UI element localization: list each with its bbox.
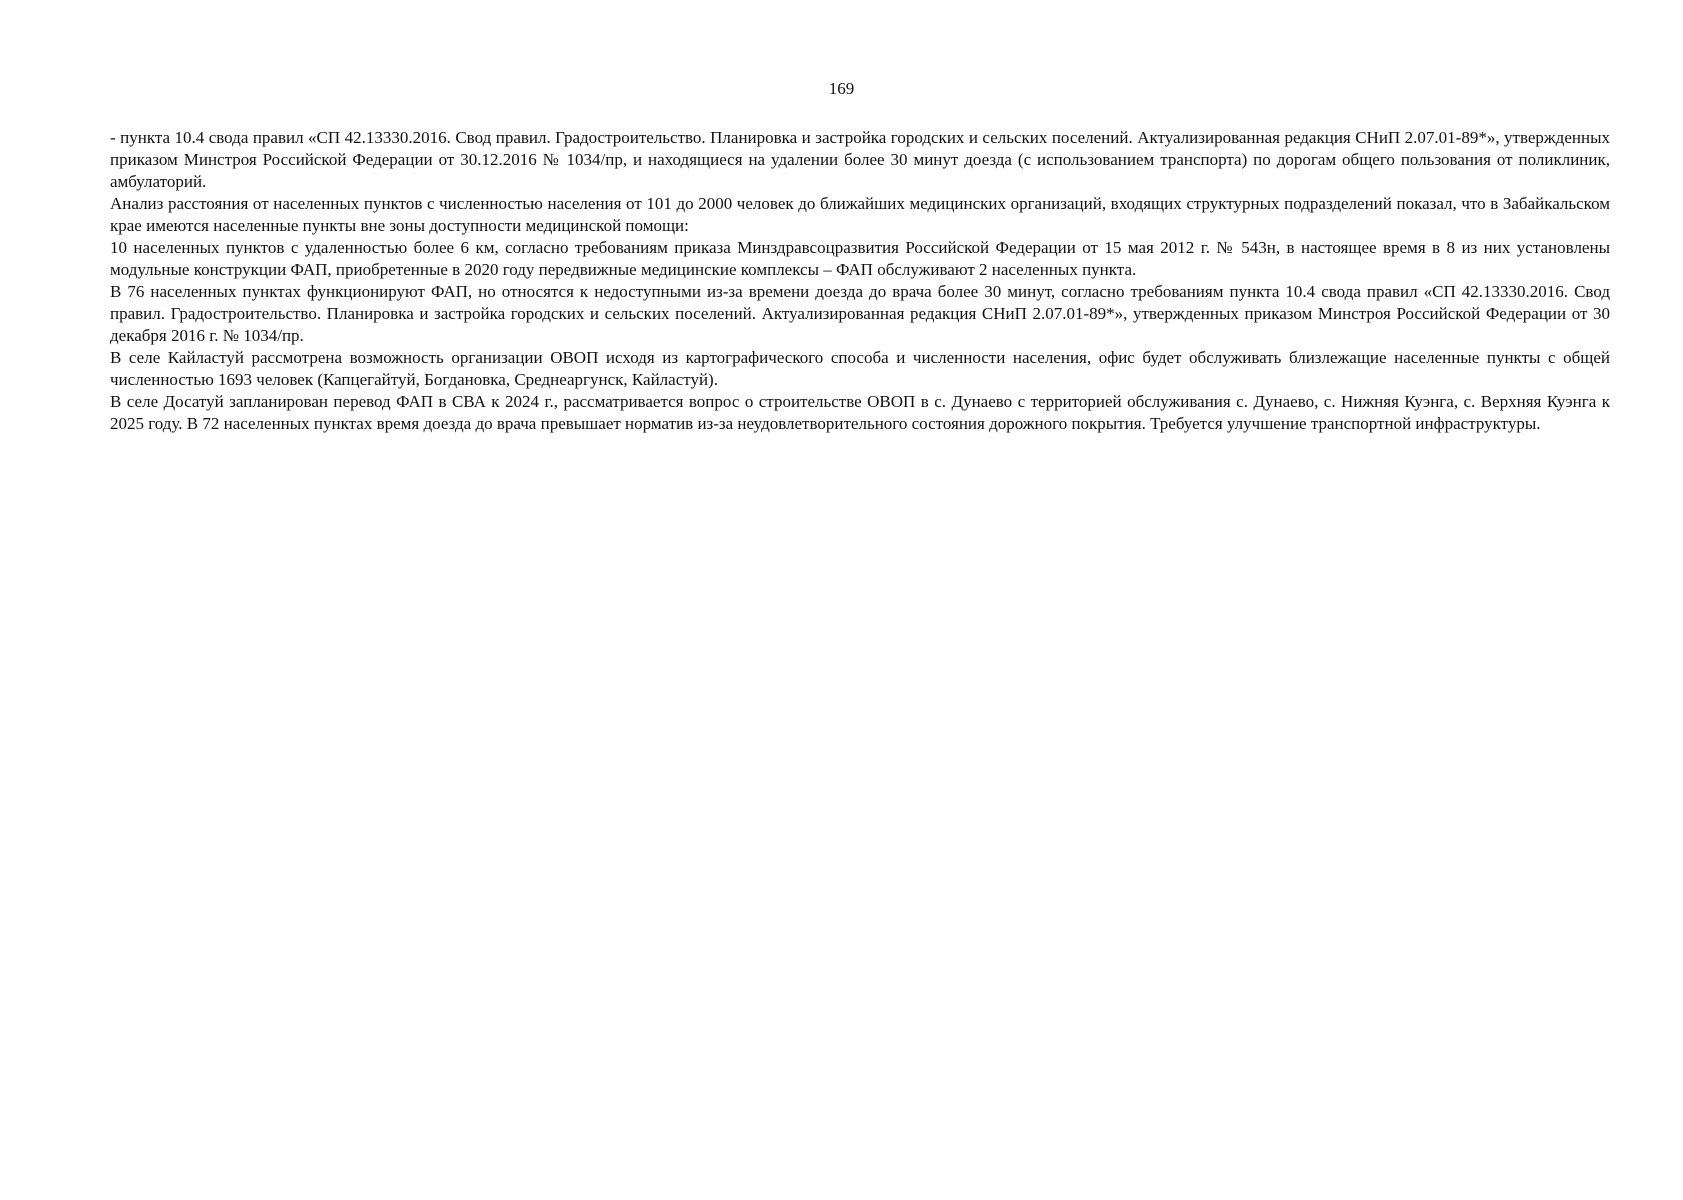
- page-number: 169: [828, 79, 855, 98]
- paragraph-kailastuy: В селе Кайластуй рассмотрена возможность организации ОВОП исходя из картографического способа и численности населения, офис будет обслуживать близлежащие населенные пункты с общей численностью 1693 человек (Капцегайтуй, Богдановка, Среднеаргунск, Кайластуй).: [110, 348, 1610, 389]
- paragraph-snip-requirement: - пункта 10.4 свода правил «СП 42.13330.2016. Свод правил. Градостроительство. Планировка и застройка городских и сельских поселений. Актуализированная редакция СНиП 2.07.01-89*», утвержденных приказом Минстроя Российской Федерации от 30.12.2016 № 1034/пр, и находящиеся на удалении более 30 минут доезда (с использованием транспорта) по дорогам общего пользования от поликлиник, амбулаторий.: [110, 128, 1610, 191]
- paragraph-remote-settlements: 10 населенных пунктов с удаленностью более 6 км, согласно требованиям приказа Минздравсоцразвития Российской Федерации от 15 мая 2012 г. № 543н, в настоящее время в 8 из них установлены модульные конструкции ФАП, приобретенные в 2020 году передвижные медицинские комплексы – ФАП обслуживают 2 населенных пункта.: [110, 238, 1610, 279]
- paragraph-distance-analysis: Анализ расстояния от населенных пунктов с численностью населения от 101 до 2000 человек до ближайших медицинских организаций, входящих структурных подразделений показал, что в Забайкальском крае имеются населенные пункты вне зоны доступности медицинской помощи:: [110, 194, 1610, 235]
- paragraph-dosatuy: В селе Досатуй запланирован перевод ФАП в СВА к 2024 г., рассматривается вопрос о строительстве ОВОП в с. Дунаево с территорией обслуживания с. Дунаево, с. Нижняя Куэнга, с. Верхняя Куэнга к 2025 году. В 72 населенных пунктах время доезда до врача превышает норматив из-за неудовлетворительного состояния дорожного покрытия. Требуется улучшение транспортной инфраструктуры.: [110, 392, 1610, 433]
- document-body: [110, 127, 1610, 435]
- paragraph-fap-unavailable: В 76 населенных пунктах функционируют ФАП, но относятся к недоступными из-за времени доезда до врача более 30 минут, согласно требованиям пункта 10.4 свода правил «СП 42.13330.2016. Свод правил. Градостроительство. Планировка и застройка городских и сельских поселений. Актуализированная редакция СНиП 2.07.01-89*», утвержденных приказом Минстроя Российской Федерации от 30 декабря 2016 г. № 1034/пр.: [110, 282, 1610, 345]
